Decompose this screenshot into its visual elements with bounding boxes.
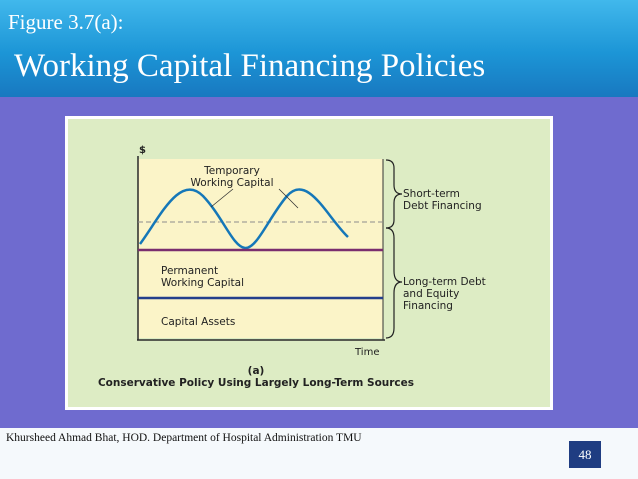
y-axis-label: $ [139,145,146,156]
x-axis-label: Time [355,347,380,358]
page-number-badge: 48 [569,441,601,468]
figure-label: Figure 3.7(a): [8,10,124,34]
footer-credit: Khursheed Ahmad Bhat, HOD. Department of Hospital Administration TMU [6,432,362,444]
short-term-line1: Short-term [403,188,460,200]
capital-assets-label: Capital Assets [161,316,236,328]
slide-title: Working Capital Financing Policies [14,48,486,84]
caption-letter: (a) [247,365,265,377]
title-banner [0,0,638,97]
figure-panel [65,116,553,410]
footer-bar [0,428,638,479]
permanent-label-line1: Permanent [161,265,219,277]
long-term-line2: and Equity [403,288,460,300]
short-term-line2: Debt Financing [403,200,482,212]
temporary-label-line1: Temporary [204,165,260,177]
long-term-line3: Financing [403,300,453,312]
financing-diagram [65,116,553,410]
temporary-label-line2: Working Capital [190,177,274,189]
figure-caption: Conservative Policy Using Largely Long-Term Sources [97,377,415,389]
long-term-line1: Long-term Debt [403,276,486,288]
permanent-label-line2: Working Capital [161,277,244,289]
